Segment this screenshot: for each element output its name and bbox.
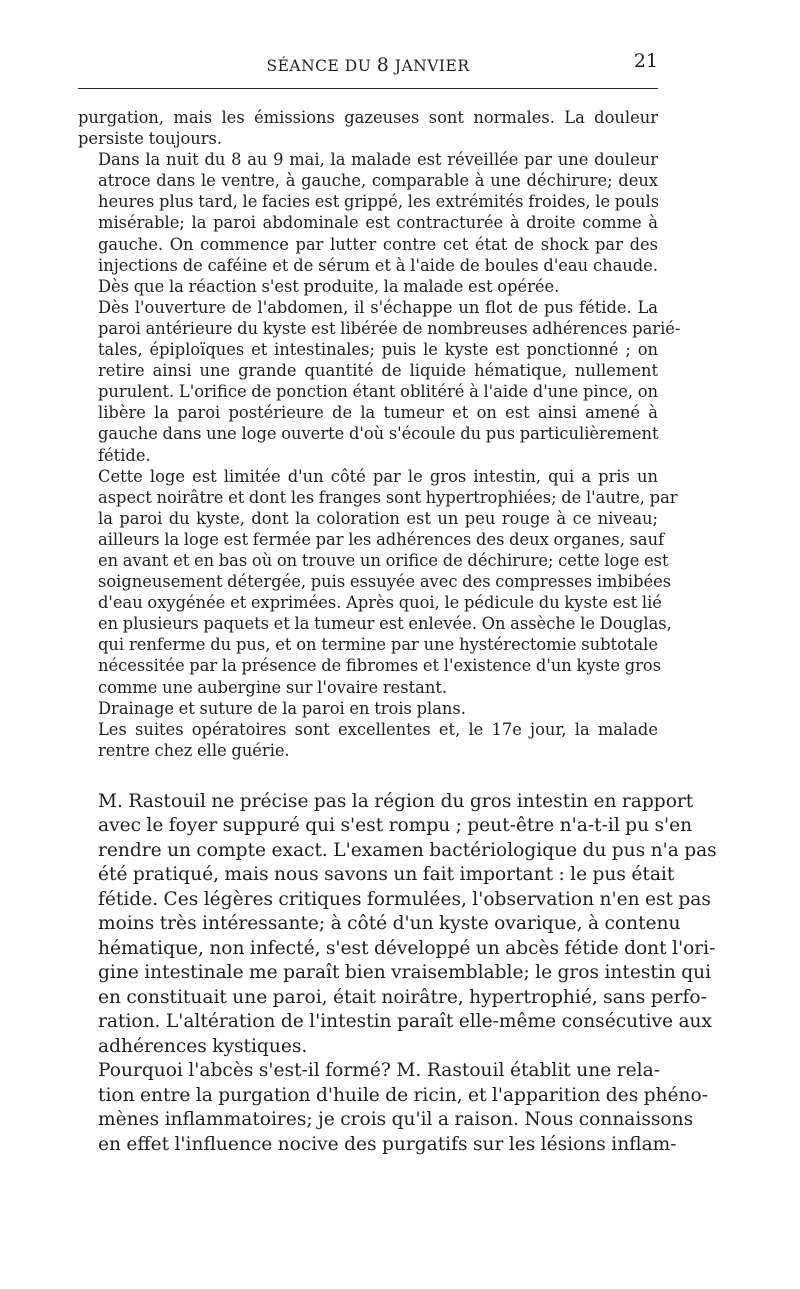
paragraph	[78, 107, 658, 149]
text-line: en constituait une paroi, était noirâtre, hypertrophié, sans perfo-	[98, 986, 707, 1008]
text-line: Drainage et suture de la paroi en trois plans.	[98, 698, 466, 718]
paragraph	[78, 466, 678, 698]
text-line: Dès que la réaction s'est produite, la malade est opérée.	[98, 276, 560, 296]
text-line: en avant et en bas où on trouve un orifice de déchirure; cette loge est	[98, 550, 669, 570]
text-line: rentre chez elle guérie.	[98, 740, 290, 760]
paragraph	[78, 149, 658, 297]
reporter-commentary	[78, 790, 717, 1158]
text-line: ailleurs la loge est fermée par les adhérences des deux organes, sauf	[98, 529, 665, 549]
running-head-month: JANVIER	[389, 57, 470, 75]
text-line: gauche. On commence par lutter contre cet état de shock par des	[98, 234, 658, 254]
text-line: injections de caféine et de sérum et à l'aide de boules d'eau chaude.	[98, 255, 658, 275]
text-line: fétide. Ces légères critiques formulées, l'observation n'en est pas	[98, 888, 711, 910]
text-line: moins très intéressante; à côté d'un kyste ovarique, à contenu	[98, 913, 681, 935]
text-line: Pourquoi l'abcès s'est-il formé? M. Rastouil établit une rela-	[98, 1060, 660, 1082]
text-line: ration. L'altération de l'intestin paraît elle-même consécutive aux	[98, 1011, 712, 1033]
text-line: gine intestinale me paraît bien vraisemblable; le gros intestin qui	[98, 962, 712, 984]
text-line: Dans la nuit du 8 au 9 mai, la malade est réveillée par une douleur	[98, 150, 658, 170]
page-number: 21	[633, 50, 658, 72]
book-page	[78, 50, 717, 1157]
text-line: M. Rastouil ne précise pas la région du gros intestin en rapport	[98, 790, 694, 812]
text-line: avec le foyer suppuré qui s'est rompu ; peut-être n'a-t-il pu s'en	[98, 815, 693, 837]
text-line: tales, épiploïques et intestinales; puis le kyste est ponctionné ; on	[98, 340, 658, 360]
text-line: rendre un compte exact. L'examen bactériologique du pus n'a pas	[98, 839, 717, 861]
text-line: fétide.	[98, 445, 151, 465]
running-head	[78, 54, 658, 76]
text-line: en effet l'influence nocive des purgatifs sur les lésions inflam-	[98, 1133, 677, 1155]
text-line: qui renferme du pus, et on termine par une hystérectomie subtotale	[98, 635, 658, 655]
text-line: libère la paroi postérieure de la tumeur et on est ainsi amené à	[98, 403, 658, 423]
text-line: aspect noirâtre et dont les franges sont hypertrophiées; de l'autre, par	[98, 487, 678, 507]
text-line: hématique, non infecté, s'est développé un abcès fétide dont l'ori-	[98, 937, 716, 959]
running-head-prefix: SÉANCE DU	[266, 57, 377, 75]
text-line: paroi antérieure du kyste est libérée de nombreuses adhérences parié-	[98, 318, 681, 338]
text-line: atroce dans le ventre, à gauche, comparable à une déchirure; deux	[98, 171, 658, 191]
paragraph	[78, 1059, 708, 1157]
paragraph	[78, 297, 681, 466]
text-line: retire ainsi une grande quantité de liquide hématique, nullement	[98, 361, 658, 381]
text-line: heures plus tard, le facies est grippé, les extrémités froides, le pouls	[98, 192, 660, 212]
running-head-day: 8	[376, 54, 390, 76]
text-line: été pratiqué, mais nous savons un fait important : le pus était	[98, 864, 675, 886]
text-line: d'eau oxygénée et exprimées. Après quoi, le pédicule du kyste est lié	[98, 593, 662, 613]
paragraph	[78, 790, 717, 1060]
text-line: nécessitée par la présence de fibromes et l'existence d'un kyste gros	[98, 656, 662, 676]
text-line: Les suites opératoires sont excellentes et, le 17e jour, la malade	[98, 719, 658, 739]
page-header	[78, 50, 658, 89]
text-line: soigneusement détergée, puis essuyée avec des compresses imbibées	[98, 572, 672, 592]
text-line: comme une aubergine sur l'ovaire restant.	[98, 677, 448, 697]
text-line: mènes inflammatoires; je crois qu'il a raison. Nous connaissons	[98, 1109, 694, 1131]
paragraph	[78, 719, 658, 761]
text-line: persiste toujours.	[78, 129, 223, 149]
text-line: tion entre la purgation d'huile de ricin, et l'apparition des phéno-	[98, 1084, 708, 1106]
text-line: adhérences kystiques.	[98, 1035, 308, 1057]
text-line: misérable; la paroi abdominale est contracturée à droite comme à	[98, 213, 658, 233]
text-line: purgation, mais les émissions gazeuses sont normales. La douleur	[78, 108, 658, 127]
case-observation	[78, 107, 681, 761]
text-line: Dès l'ouverture de l'abdomen, il s'échappe un flot de pus fétide. La	[98, 297, 658, 317]
text-line: en plusieurs paquets et la tumeur est enlevée. On assèche le Douglas,	[98, 614, 672, 634]
text-line: purulent. L'orifice de ponction étant oblitéré à l'aide d'une pince, on	[98, 382, 658, 402]
text-line: la paroi du kyste, dont la coloration est un peu rouge à ce niveau;	[98, 508, 658, 528]
paragraph	[78, 698, 658, 719]
text-line: Cette loge est limitée d'un côté par le gros intestin, qui a pris un	[98, 466, 658, 486]
text-line: gauche dans une loge ouverte d'où s'écoule du pus particulièrement	[98, 424, 659, 444]
